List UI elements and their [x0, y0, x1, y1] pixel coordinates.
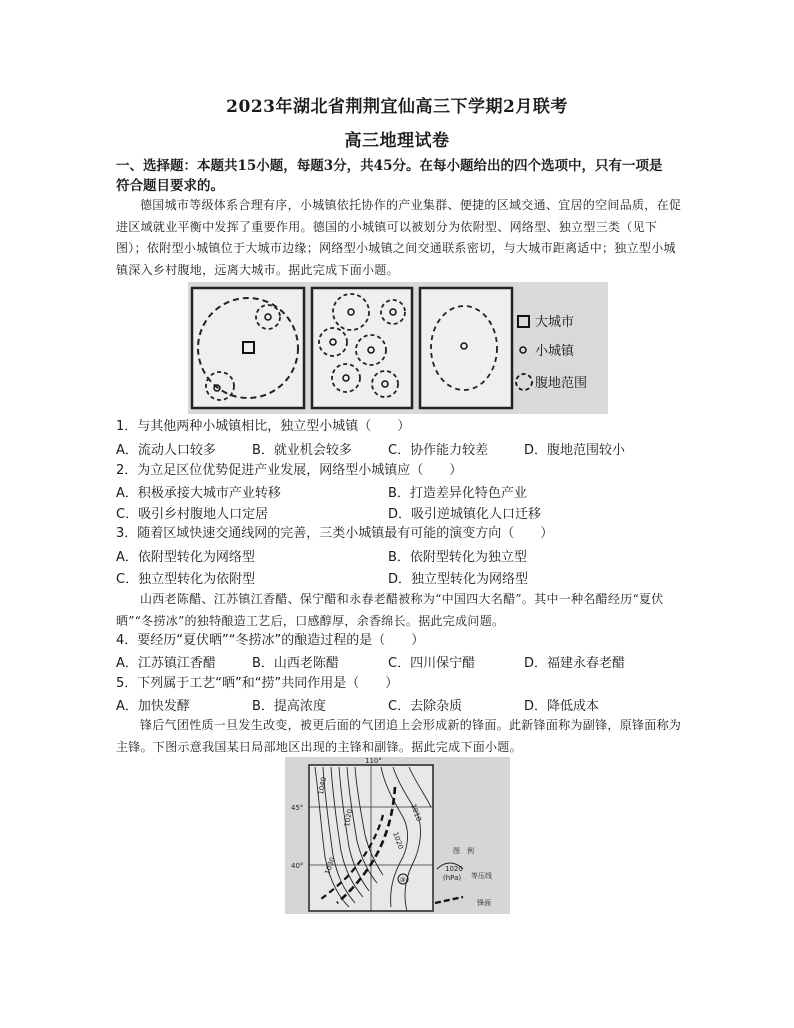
question-5-stem: 5．下列属于工艺“晒”和“捞”共同作用是（ ）: [116, 676, 399, 691]
legend-front-name: 锋面: [477, 899, 491, 907]
section-heading: [116, 156, 686, 196]
isobar-label: 1030: [323, 856, 337, 876]
lat-label-45: 45°: [291, 804, 304, 812]
legend-isobar-value: 1020: [445, 865, 463, 873]
legend-front-icon: [435, 897, 463, 903]
q3-option-a[interactable]: A．依附型转化为网络型: [116, 550, 255, 565]
q5-option-a[interactable]: A．加快发酵: [116, 699, 190, 714]
q4-option-b[interactable]: B．山西老陈醋: [252, 656, 339, 671]
legend-big-city-icon: [518, 316, 529, 327]
q2-option-c[interactable]: C．吸引乡村腹地人口定居: [116, 507, 269, 522]
legend-isobar-name: 等压线: [471, 872, 492, 880]
lon-label: 110°: [365, 757, 382, 765]
q4-option-d[interactable]: D．福建永春老醋: [524, 656, 626, 671]
isobar-label: 1020: [343, 808, 355, 828]
passage-2: 山西老陈醋、江苏镇江香醋、保宁醋和永春老醋被称为“中国四大名醋”。其中一种名醋经历“夏伏晒”“冬捞冰”的独特酿造工艺后，口感醇厚，余香绵长。据此完成问题。: [116, 592, 664, 628]
figure-town-types: [188, 282, 608, 414]
legend-hinterland-icon: [516, 374, 532, 390]
q5-option-c[interactable]: C．去除杂质: [388, 699, 463, 714]
legend-small-town-icon: [520, 347, 526, 353]
q4-option-a[interactable]: A．江苏镇江香醋: [116, 656, 216, 671]
q5-option-d[interactable]: D．降低成本: [524, 699, 600, 714]
q1-option-b[interactable]: B．就业机会较多: [252, 443, 352, 458]
section-heading-line2: 符合题目要求的。: [116, 178, 224, 194]
section-heading-line1: 一、选择题：本题共15小题，每题3分，共45分。在每小题给出的四个选项中，只有一项是: [116, 158, 663, 174]
q3-option-c[interactable]: C．独立型转化为依附型: [116, 572, 256, 587]
q2-option-b[interactable]: B．打造差异化特色产业: [388, 486, 527, 501]
panel-dependent: [192, 288, 304, 408]
figure-town-types-svg: [188, 282, 608, 414]
q1-option-a[interactable]: A．流动人口较多: [116, 443, 216, 458]
page-subtitle: 高三地理试卷: [344, 131, 450, 151]
q1-option-c[interactable]: C．协作能力较差: [388, 443, 489, 458]
isobar-label: 1020: [391, 830, 405, 851]
legend-hinterland: 腹地范围: [535, 376, 588, 391]
q2-option-a[interactable]: A．积极承接大城市产业转移: [116, 486, 281, 501]
page-title: 2023年湖北省荆荆宜仙高三下学期2月联考: [226, 97, 568, 117]
map-legend-title: 图 例: [453, 847, 474, 855]
question-3-stem: 3．随着区域快速交通线网的完善，三类小城镇最有可能的演变方向（ ）: [116, 526, 554, 541]
q5-option-b[interactable]: B．提高浓度: [252, 699, 326, 714]
isobar-label: 1040: [317, 776, 329, 796]
q4-option-c[interactable]: C．四川保宁醋: [388, 656, 476, 671]
q3-option-d[interactable]: D．独立型转化为网络型: [388, 572, 529, 587]
legend-small-town: 小城镇: [535, 344, 575, 359]
passage-1: 德国城市等级体系合理有序，小城镇依托协作的产业集群、便捷的区域交通、宜居的空间品质，在促进区域就业平衡中发挥了重要作用。德国的小城镇可以被划分为依附型、网络型、独立型三类（见下图）；依附型小城镇位于大城市边缘；网络型小城镇之间交通联系密切，与大城市距离适中；独立型小城镇深入乡村腹地，远离大城市。据此完成下面小题。: [116, 198, 682, 277]
marker-label: ③: [399, 876, 406, 884]
q2-option-d[interactable]: D．吸引逆城镇化人口迁移: [388, 507, 542, 522]
figure-fronts-map-svg: [285, 757, 510, 914]
q1-option-d[interactable]: D．腹地范围较小: [524, 443, 626, 458]
isobar-label: 1010: [409, 802, 423, 823]
figure-fronts-map: [285, 757, 510, 914]
question-2-stem: 2．为立足区位优势促进产业发展，网络型小城镇应（ ）: [116, 463, 463, 478]
panel-network: [312, 288, 412, 408]
legend-big-city: 大城市: [535, 315, 575, 330]
question-1-stem: 1．与其他两种小城镇相比，独立型小城镇（ ）: [116, 419, 411, 434]
q3-option-b[interactable]: B．依附型转化为独立型: [388, 550, 527, 565]
question-4-stem: 4．要经历“夏伏晒”“冬捞冰”的酿造过程的是（ ）: [116, 633, 425, 648]
passage-3: 锋后气团性质一旦发生改变，被更后面的气团追上会形成新的锋面。此新锋面称为副锋，原锋面称为主锋。下图示意我国某日局部地区出现的主锋和副锋。据此完成下面小题。: [116, 718, 682, 754]
legend-isobar-unit: (hPa): [443, 874, 462, 882]
lat-label-40: 40°: [291, 862, 304, 870]
